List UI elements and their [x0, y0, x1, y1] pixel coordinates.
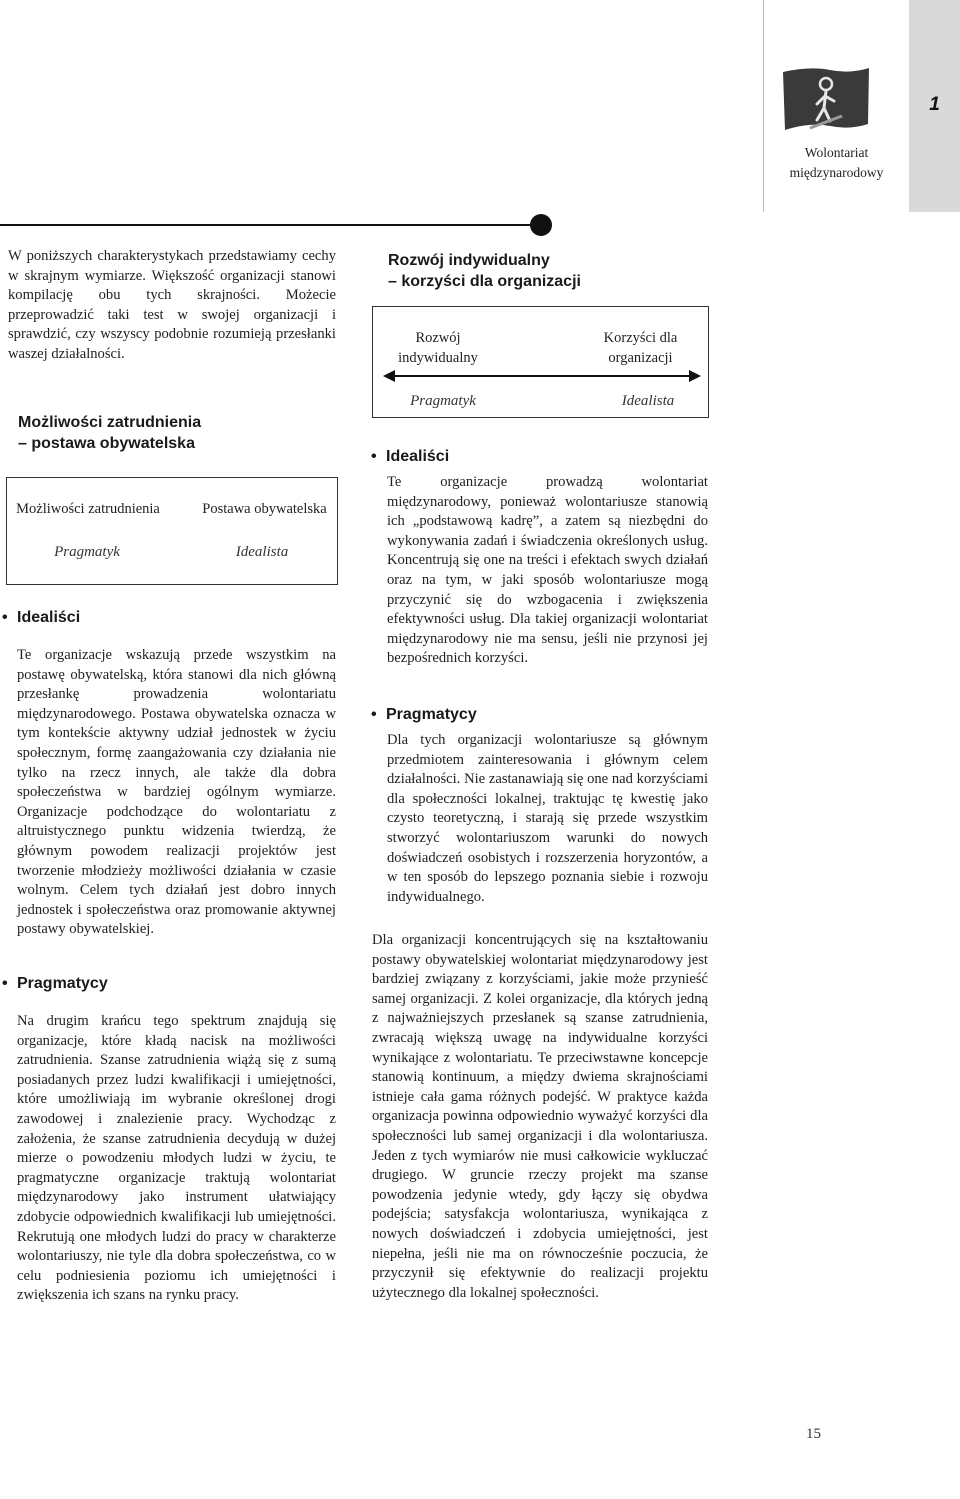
- double-arrow-icon: [383, 369, 701, 383]
- bullet-icon: •: [2, 609, 8, 626]
- left-diagram-pole-pragmatist: Pragmatyk: [54, 544, 120, 560]
- bullet-icon: •: [371, 448, 377, 465]
- intro-paragraph: W poniższych charakterystykach przedstawiamy cechy w skrajnym wymiarze. Większość organizacji stanowi kompilację obu tych skrajności. Możecie przeprowadzić taki test w swojej organizacji i sprawdzić, czy wszyscy podobnie rozumieją przesłanki waszej działalności.: [8, 248, 336, 362]
- header-title: [764, 143, 909, 183]
- right-diagram-label-right-line2: organizacji: [608, 350, 673, 366]
- right-diagram-label-right: [573, 328, 708, 368]
- left-idealists-heading: [2, 609, 80, 627]
- left-pragmatists-label: Pragmatycy: [17, 975, 108, 992]
- right-diagram-label-left-line1: Rozwój: [415, 330, 461, 346]
- right-pragmatists-label: Pragmatycy: [386, 706, 477, 723]
- right-idealists-label: Idealiści: [386, 448, 450, 465]
- left-pragmatists-heading: [2, 975, 108, 993]
- right-diagram-label-left-line2: indywidualny: [398, 350, 478, 366]
- volunteer-flag-icon: [780, 64, 872, 136]
- left-diagram-box: [6, 477, 338, 585]
- left-section-heading: [18, 412, 201, 454]
- right-pragmatists-heading: [371, 706, 477, 724]
- right-pragmatists-paragraph: Dla tych organizacji wolontariusze są głównym przedmiotem zainteresowania i głównym celem działalności. Nie zastanawiają się one nad korzyściami dla społeczności lokalnej, traktując tę kwestię jako czysto teoretyczną, i starają się przede wszystkim stworzyć wolontariuszom warunki do nowych doświadczeń osobistych i rozszerzenia horyzontów, a w ten sposób do lepszego poznania siebie i rozwoju indywidualnego.: [387, 732, 708, 905]
- right-diagram-label-right-line1: Korzyści dla: [603, 330, 678, 346]
- right-diagram-pole-idealist: Idealista: [621, 393, 675, 409]
- header-rule-dot: [530, 214, 552, 236]
- left-pragmatists-paragraph: Na drugim krańcu tego spektrum znajdują się organizacje, które kładą nacisk na możliwości zatrudnienia. Szanse zatrudnienia wiążą się z sumą posiadanych przez ludzi kwalifikacji i umiejętności, które umożliwiają im wybranie określonej drogi zawodowej i znalezienie pracy. Wychodząc z założenia, że szanse zatrudnienia decydują w dużej mierze o powodzeniu młodych ludzi w życiu, te pragmatyczne organizacje traktują wolontariat międzynarodowy jako instrument ułatwiający zdobycie odpowiednich kwalifikacji lub umiejętności. Rekrutują one młodych ludzi do pracy w charakterze wolontariuszy, nie tyle dla dobra społeczeństwa, co w celu podniesienia poziomu ich umiejętności i zwiększenia ich szans na rynku pracy.: [17, 1013, 336, 1304]
- page-number: 15: [806, 1426, 821, 1442]
- header-title-line2: międzynarodowy: [789, 165, 884, 180]
- header-title-line1: Wolontariat: [804, 145, 869, 160]
- chapter-number: 1: [929, 94, 940, 115]
- bullet-icon: •: [2, 975, 8, 992]
- closing-paragraph: Dla organizacji koncentrujących się na kształtowaniu postawy obywatelskiej wolontariat międzynarodowy jest bardziej związany z korzyściami, jakie może przynieść samej organizacji. Z kolei organizacje, dla których jedną z najważniejszych przesłanek są szanse zatrudnienia, zwracają większą uwagę na indywidualne korzyści wynikające z wolontariatu. Te przeciwstawne koncepcje stanowią kontinuum, a między dwiema skrajnościami istnieje cała gama różnych podejść. W praktyce każda organizacja powinna odpowiednio wyważyć korzyści dla społeczności lub samej organizacji i dla wolontariusza. Jeden z tych wymiarów nie musi całkowicie wykluczać drugiego. W gruncie rzeczy projekt ma szanse powodzenia jedynie wtedy, gdy łączy się obydwa podejścia; satysfakcja wolontariusza, wynikająca z nowych doświadczeń i zdobycia umiejętności, jest niepełna, jeśli nie ma on równocześnie poczucia, że przyczynił się efektywnie do realizacji projektu użytecznego dla lokalnej społeczności.: [372, 932, 708, 1301]
- left-diagram-label-right: Postawa obywatelska: [202, 501, 327, 517]
- right-heading-line1: Rozwój indywidualny: [388, 252, 550, 269]
- left-diagram-pole-idealist: Idealista: [235, 544, 289, 560]
- right-idealists-heading: [371, 448, 449, 466]
- right-idealists-paragraph: Te organizacje prowadzą wolontariat międzynarodowy, ponieważ wolontariusze stanowią ich „podstawową kadrę”, a zatem są niezbędni do wykonywania zadań i świadczenia określonych usług. Koncentrują się one na treści i efektach swych działań oraz na tym, w jaki sposób wolontariusze mogą przyczynić się do wzbogacenia i zwiększenia efektywności usług. Dla takiej organizacji wolontariat międzynarodowy nie ma sensu, jeśli nie przynosi jej bezpośrednich korzyści.: [387, 474, 708, 667]
- left-heading-line2: – postawa obywatelska: [18, 435, 195, 452]
- left-idealists-paragraph: Te organizacje wskazują przede wszystkim na postawę obywatelską, która stanowi dla nich główną przesłankę prowadzenia wolontariatu międzynarodowego. Postawa obywatelska oznacza w tym kontekście aktywny udział jednostek w życiu społecznym, formę zaangażowania czy działania nie tylko na rzecz innych, ale także dla dobra społeczeństwa w bardziej ogólnym wymiarze. Organizacje podchodzące do wolontariatu z altruistycznego punktu widzenia twierdzą, że głównym powodem realizacji projektów jest tworzenie młodzieży możliwości działania w czasie wolnym. Celem tych działań jest dobro innych jednostek i społeczeństwa oraz promowanie aktywnej postawy obywatelskiej.: [17, 647, 336, 938]
- left-idealists-label: Idealiści: [17, 609, 81, 626]
- right-diagram-pole-pragmatist: Pragmatyk: [410, 393, 476, 409]
- left-diagram-label-left: Możliwości zatrudnienia: [16, 501, 160, 517]
- left-heading-line1: Możliwości zatrudnienia: [18, 414, 202, 431]
- right-diagram-box: [372, 306, 709, 418]
- right-diagram-label-left: [373, 328, 503, 368]
- right-heading-line2: – korzyści dla organizacji: [388, 273, 581, 290]
- header-rule: [0, 224, 544, 226]
- bullet-icon: •: [371, 706, 377, 723]
- right-section-heading: [388, 250, 581, 292]
